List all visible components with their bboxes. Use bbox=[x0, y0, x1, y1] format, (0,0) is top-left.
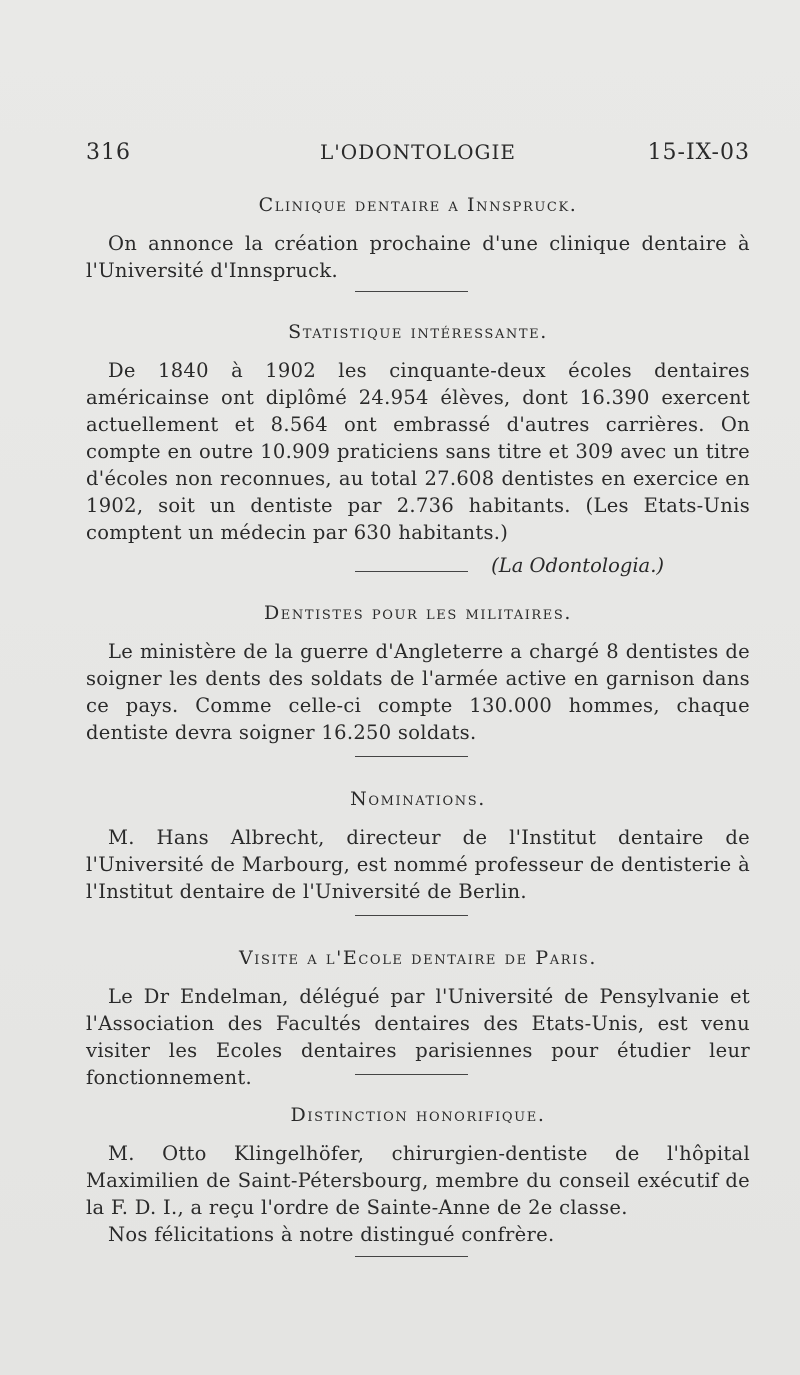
section-statistique bbox=[86, 321, 750, 577]
section-paragraph: Le ministère de la guerre d'Angleterre a chargé 8 dentistes de soigner les dents des soldats de l'armée active en garnison dans ce pays. Comme celle-ci compte 130.000 hommes, chaque dentiste devra soigner 16.250 soldats. bbox=[86, 640, 750, 744]
section-paragraph: M. Otto Klingelhöfer, chirurgien-dentiste de l'hôpital Maximilien de Saint-Pétersbourg, membre du conseil exécutif de la F. D. I., a reçu l'ordre de Sainte-Anne de 2e classe. bbox=[86, 1142, 750, 1219]
section-nominations bbox=[86, 788, 750, 905]
section-title: Distinction honorifique. bbox=[290, 1104, 546, 1126]
section-divider bbox=[355, 1074, 468, 1075]
section-visite bbox=[86, 947, 750, 1091]
issue-date: 15-IX-03 bbox=[647, 140, 750, 165]
section-paragraph: M. Hans Albrecht, directeur de l'Institut dentaire de l'Université de Marbourg, est nommé professeur de dentisterie à l'Institut dentaire de l'Université de Berlin. bbox=[86, 826, 750, 903]
section-distinction bbox=[86, 1104, 750, 1248]
section-paragraph: Nos félicitations à notre distingué confrère. bbox=[108, 1223, 555, 1246]
section-title: Visite a l'Ecole dentaire de Paris. bbox=[238, 947, 598, 969]
section-paragraph: Le Dr Endelman, délégué par l'Université de Pensylvanie et l'Association des Facultés dentaires des Etats-Unis, est venu visiter les Ecoles dentaires parisiennes pour étudier leur fonctionnement. bbox=[86, 985, 750, 1089]
section-paragraph: On annonce la création prochaine d'une clinique dentaire à l'Université d'Innspruck. bbox=[86, 232, 750, 282]
section-divider bbox=[355, 291, 468, 292]
section-divider bbox=[355, 1256, 468, 1257]
section-paragraph: De 1840 à 1902 les cinquante-deux écoles dentaires américainse ont diplômé 24.954 élèves, dont 16.390 exercent actuellement et 8.564 ont embrassé d'autres carrières. On compte en outre 10.909 praticiens sans titre et 309 avec un titre d'écoles non reconnues, au total 27.608 dentistes en exercice en 1902, soit un dentiste par 2.736 habitants. (Les Etats-Unis comptent un médecin par 630 habitants.) bbox=[86, 359, 750, 544]
source-citation: (La Odontologia.) bbox=[491, 554, 664, 577]
section-divider bbox=[355, 915, 468, 916]
section-divider bbox=[355, 571, 468, 572]
section-clinique bbox=[86, 194, 750, 284]
section-title: Nominations. bbox=[350, 788, 486, 810]
section-title: Dentistes pour les militaires. bbox=[263, 602, 573, 624]
page-number: 316 bbox=[86, 140, 131, 165]
journal-title: L'ODONTOLOGIE bbox=[320, 140, 516, 164]
section-title: Clinique dentaire a Innspruck. bbox=[258, 194, 578, 216]
section-title: Statistique intéressante. bbox=[288, 321, 548, 343]
running-header bbox=[86, 140, 750, 174]
section-divider bbox=[355, 756, 468, 757]
section-dentistes-militaires bbox=[86, 602, 750, 746]
